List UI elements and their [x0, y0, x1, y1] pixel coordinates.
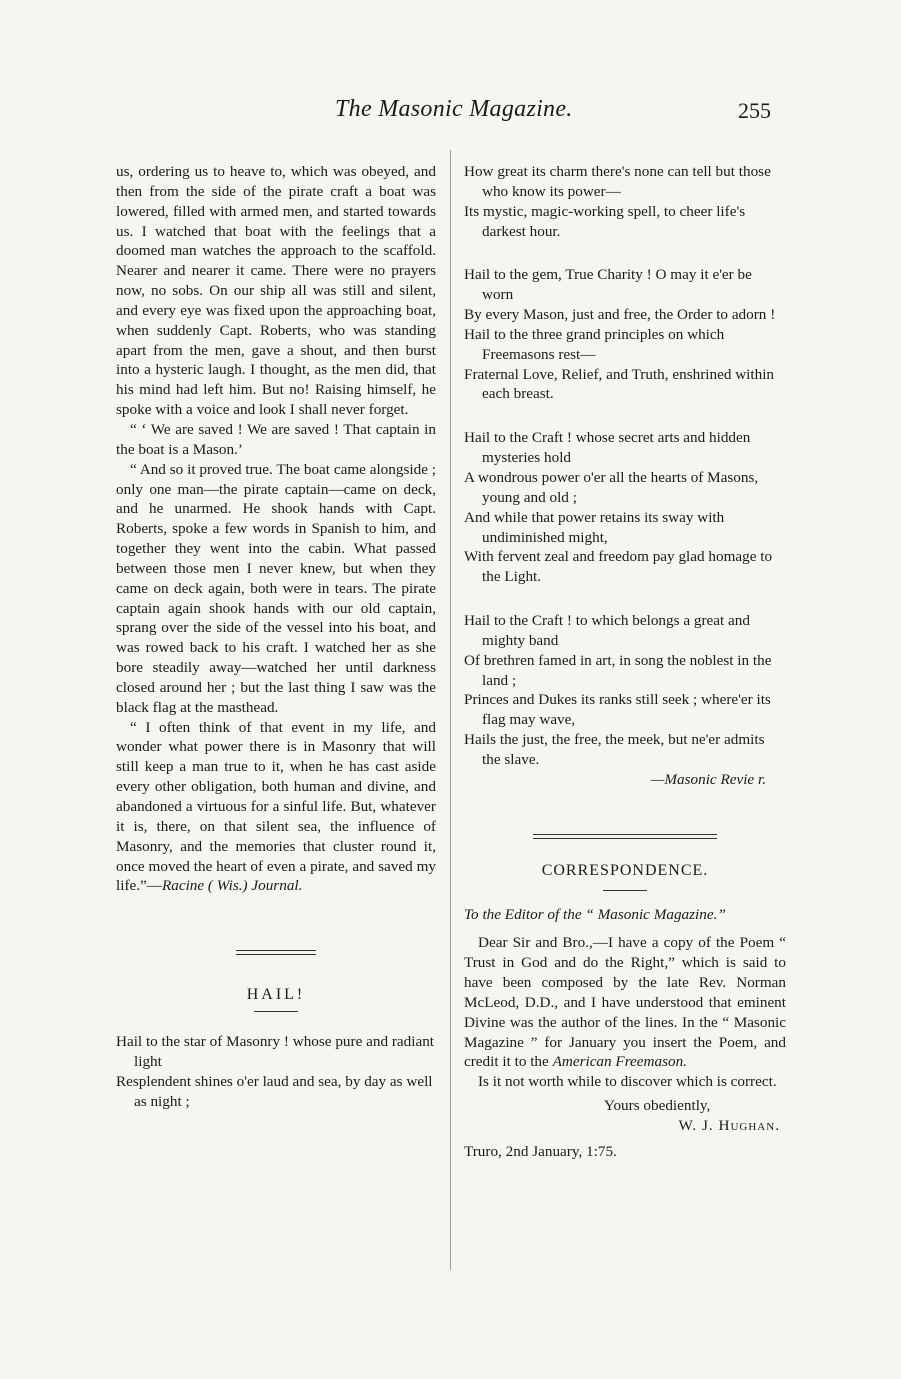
to-editor: To the Editor of the “ Masonic Magazine.”: [464, 906, 726, 924]
poem-title: HAIL!: [246, 986, 306, 1004]
letter-body-text: Dear Sir and Bro.,—I have a copy of the Poem “ Trust in God and do the Right,” which is said to have been composed by the late Rev. Norman McLeod, D.D., and I have understood that eminent Divine was the author of the lines. In the “ Masonic Magazine ” for January you insert the Poem, and credit it to the: [464, 934, 786, 1071]
poem-line: Resplendent shines o'er laud and sea, by day as well as night ;: [116, 1072, 433, 1110]
letter-question: Is it not worth while to discover which is correct.: [478, 1073, 777, 1091]
poem-line: Fraternal Love, Relief, and Truth, enshrined within each breast.: [464, 365, 775, 403]
poem-line: Its mystic, magic-working spell, to cheer life's darkest hour.: [464, 202, 746, 240]
poem-line: A wondrous power o'er all the hearts of Masons, young and old ;: [464, 468, 759, 506]
right-column: [464, 162, 786, 1162]
poem-line: Hail to the Craft ! whose secret arts and hidden mysteries hold: [464, 429, 751, 467]
poem-line: Hail to the star of Masonry ! whose pure and radiant light: [116, 1033, 435, 1070]
poem-line: With fervent zeal and freedom pay glad homage to the Light.: [464, 548, 773, 586]
column-divider: [450, 150, 451, 1270]
closing-source: Racine ( Wis.) Journal.: [161, 877, 303, 895]
running-title: The Masonic Magazine.: [335, 96, 573, 122]
page-number: 255: [738, 98, 771, 123]
quote-paragraph: “ ‘ We are saved ! We are saved ! That captain in the boat is a Mason.’: [116, 420, 436, 458]
story-paragraph: us, ordering us to heave to, which was obeyed, and then from the side of the pirate craft a boat was lowered, filled with armed men, and started towards us. I watched that boat with the feelings that a doomed man watches the approach to the scaffold. Nearer and nearer it came. There were no prayers now, no sobs. On our ship all was still and silent, and every eye was fixed upon the approaching boat, when suddenly Capt. Roberts, who was standing apart from the men, gave a shout, and then burst into a hysteric laugh. I thought, as the men did, that his mind had left him. But no! Raising himself, he spoke with a voice and look I shall never forget.: [116, 163, 436, 419]
closing-paragraph-text: “ I often think of that event in my life, and wonder what power there is in Masonry that will still keep a man true to it, when he has cast aside every other obligation, both human and divine, and abandoned a virtuous for a sinful life. But, whatever it is, there, on that silent sea, the influence of Masonry, and the memories that cluster round it, once moved the heart of even a pirate, and saved my life.”—: [116, 718, 436, 895]
poem-line: Hails the just, the free, the meek, but ne'er admits the slave.: [464, 731, 765, 768]
poem-line: Princes and Dukes its ranks still seek ; where'er its flag may wave,: [464, 691, 771, 729]
poem-line: Hail to the three grand principles on which Freemasons rest—: [464, 325, 725, 363]
poem-source: —Masonic Revie r.: [650, 770, 766, 788]
letter-publication: American Freemason.: [552, 1053, 687, 1071]
poem-line: And while that power retains its sway with undiminished might,: [464, 508, 725, 546]
correspondence-heading: CORRESPONDENCE.: [541, 861, 709, 879]
poem-line: Hail to the gem, True Charity ! O may it e'er be worn: [464, 266, 752, 304]
signature: W. J. Hughan.: [678, 1116, 780, 1134]
closing-paragraph: [116, 718, 436, 897]
poem-line: Hail to the Craft ! to which belongs a great and mighty band: [464, 612, 750, 649]
dateline: Truro, 2nd January, 1:75.: [464, 1142, 617, 1160]
closing: Yours obediently,: [604, 1097, 711, 1115]
poem-line: Of brethren famed in art, in song the noblest in the land ;: [464, 651, 772, 689]
poem-line: By every Mason, just and free, the Order to adorn !: [464, 306, 776, 324]
letter-body: [464, 933, 786, 1072]
page-header: [0, 96, 901, 136]
left-column: [116, 162, 436, 1111]
proved-paragraph: “ And so it proved true. The boat came alongside ; only one man—the pirate captain—came on deck, and he unarmed. He shook hands with Capt. Roberts, spoke a few words in Spanish to him, and together they went into the cabin. What passed between those men I never knew, but when they came on deck again, both were in tears. The pirate captain again shook hands with our old captain, sprang over the side of the vessel into his boat, and was rowed back to his craft. I watched her as she bore steadily away—watched her until darkness closed around her ; but the last thing I saw was the black flag at the masthead.: [116, 460, 436, 716]
poem-line: How great its charm there's none can tell but those who know its power—: [464, 163, 771, 200]
